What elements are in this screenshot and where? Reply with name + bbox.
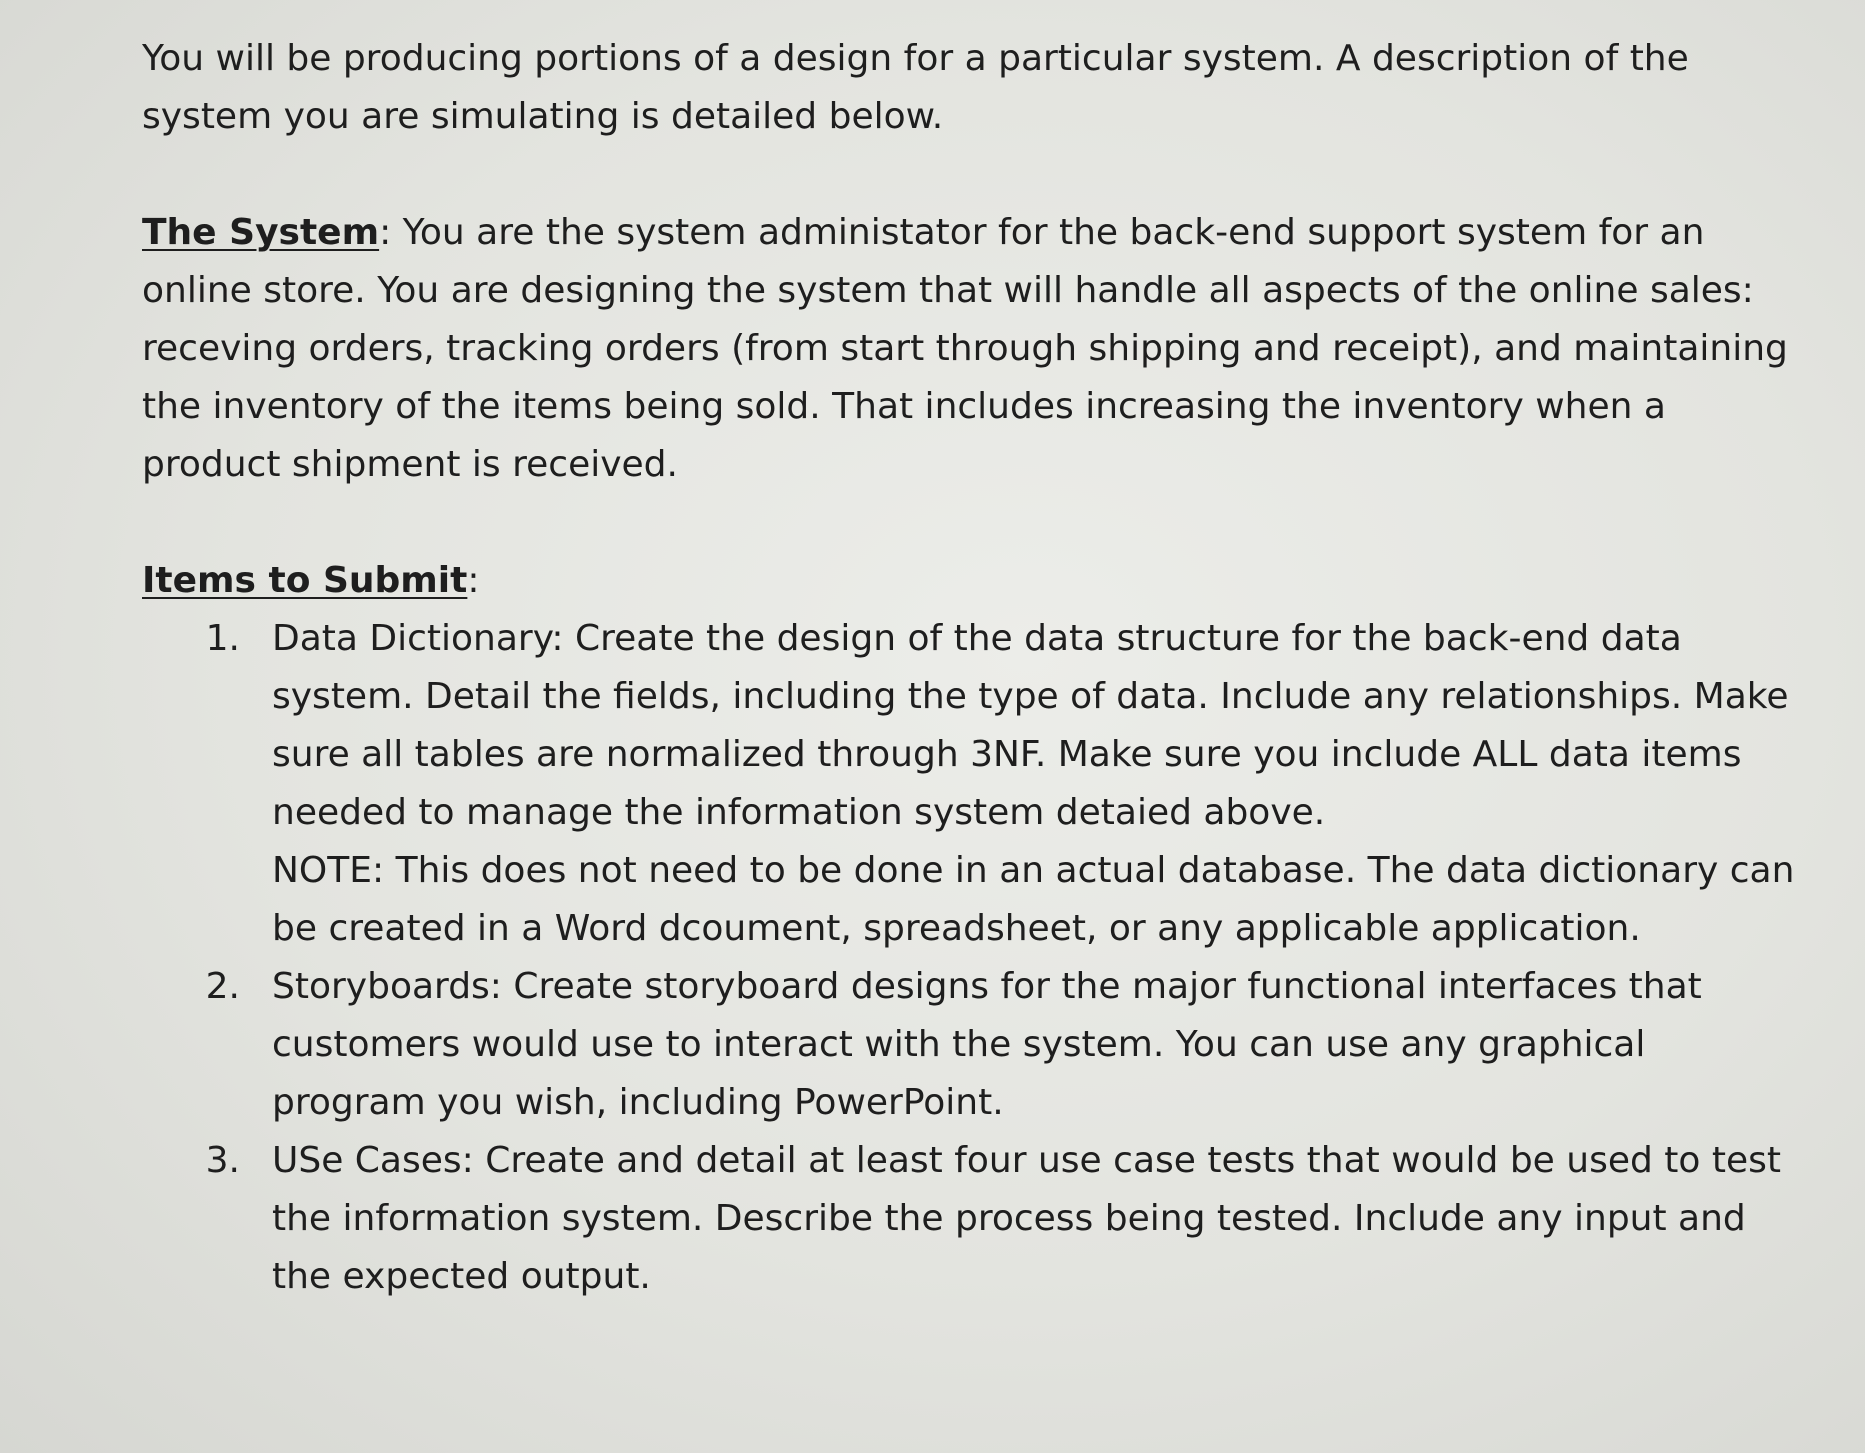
list-item-number: 3.: [205, 1140, 240, 1181]
document-body: [142, 30, 1802, 1306]
list-item-text: Data Dictionary: Create the design of the data structure for the back-end data system. Detail the fields, including the type of data. Include any relationships. Make sure all tables are normalized through 3NF. Make sure you include ALL data items needed to manage the information system detaied above.: [272, 618, 1789, 833]
intro-paragraph: You will be producing portions of a design for a particular system. A description of the system you are simulating is detailed below.: [142, 38, 1689, 137]
system-text: : You are the system administator for the back-end support system for an online store. You are designing the system that will handle all aspects of the online sales: receving orders, tracking orders (from start through shipping and receipt), and maintaining the inventory of the items being sold. That includes increasing the inventory when a product shipment is received.: [142, 212, 1788, 485]
items-heading: [142, 552, 1802, 610]
system-label: The System: [142, 212, 380, 253]
list-item-number: 2.: [205, 966, 240, 1007]
list-item: [142, 958, 1802, 1132]
items-list: [142, 610, 1802, 1306]
list-item: [142, 1132, 1802, 1306]
list-item-text: Storyboards: Create storyboard designs for the major functional interfaces that customers would use to interact with the system. You can use any graphical program you wish, including PowerPoint.: [272, 966, 1702, 1123]
list-item: [142, 610, 1802, 958]
items-heading-colon: :: [467, 560, 480, 601]
items-heading-label: Items to Submit: [142, 560, 468, 601]
list-item-number: 1.: [205, 618, 240, 659]
list-item-note: NOTE: This does not need to be done in an actual database. The data dictionary can be created in a Word dcoument, spreadsheet, or any applicable application.: [272, 850, 1795, 949]
list-item-text: USe Cases: Create and detail at least four use case tests that would be used to test the information system. Describe the process being tested. Include any input and the expected output.: [272, 1140, 1781, 1297]
system-paragraph: [142, 204, 1802, 494]
